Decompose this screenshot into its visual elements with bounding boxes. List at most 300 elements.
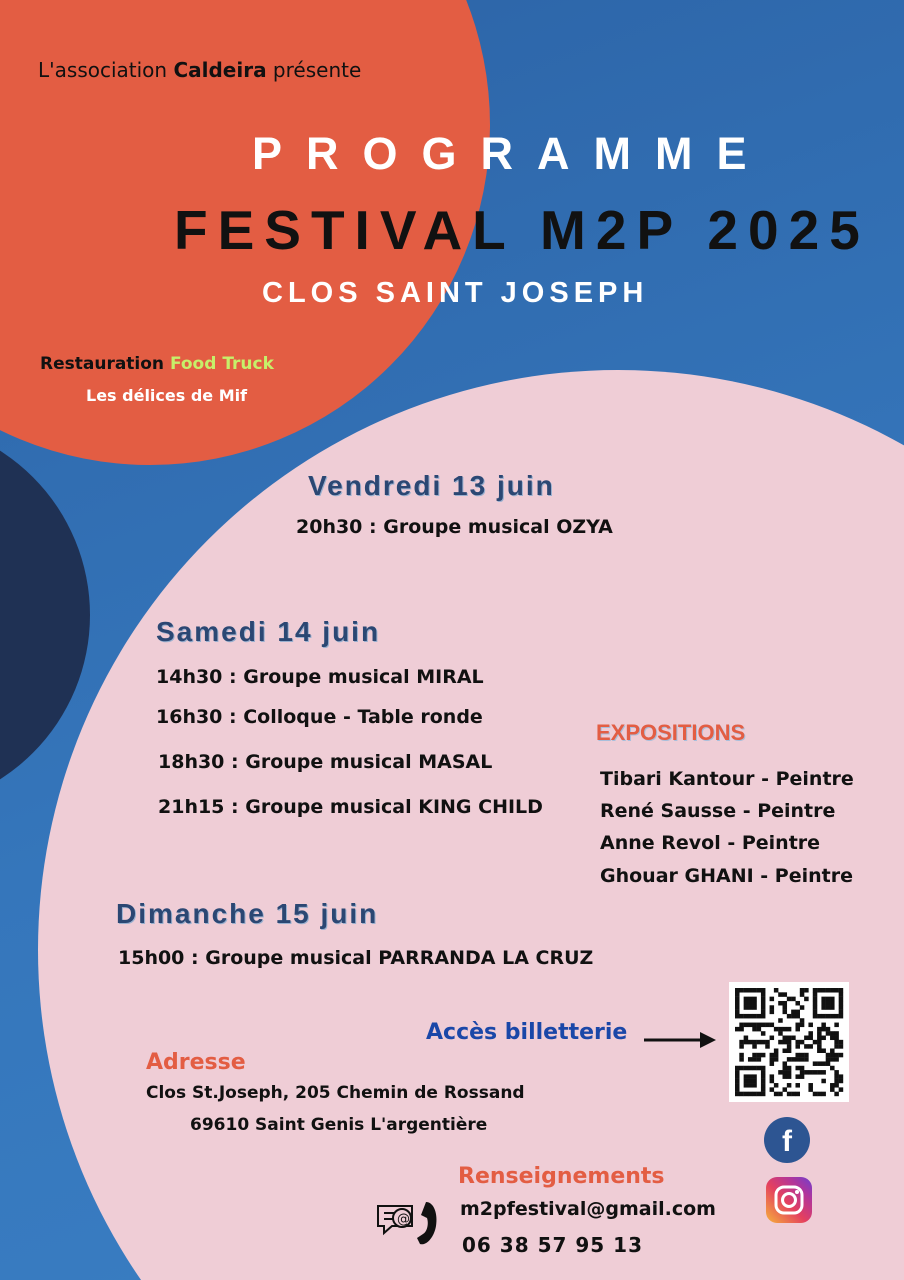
qr-module: [752, 1057, 757, 1062]
qr-module: [830, 1083, 835, 1088]
qr-module: [817, 1014, 822, 1019]
qr-module: [795, 1092, 800, 1097]
qr-module: [787, 1040, 792, 1045]
qr-module: [821, 1005, 826, 1010]
qr-module: [739, 1092, 744, 1097]
qr-module: [739, 1044, 744, 1049]
qr-module: [834, 1083, 839, 1088]
qr-module: [839, 988, 844, 993]
qr-module: [739, 988, 744, 993]
qr-module: [813, 992, 818, 997]
qr-module: [787, 1048, 792, 1053]
qr-module: [813, 1070, 818, 1075]
qr-module: [830, 1057, 835, 1062]
programme-heading: PROGRAMME: [252, 128, 771, 179]
qr-module: [821, 1070, 826, 1075]
qr-module: [783, 1010, 788, 1015]
qr-module: [821, 1079, 826, 1084]
qr-module: [774, 988, 779, 993]
qr-module: [761, 1005, 766, 1010]
qr-module: [778, 1070, 783, 1075]
qr-module: [761, 1001, 766, 1006]
qr-module: [826, 1061, 831, 1066]
qr-module: [744, 1066, 749, 1071]
qr-module: [795, 1044, 800, 1049]
qr-module: [804, 988, 809, 993]
qr-module: [770, 1010, 775, 1015]
qr-module: [830, 988, 835, 993]
qr-module: [817, 1040, 822, 1045]
qr-module: [739, 1040, 744, 1045]
qr-module: [748, 1057, 753, 1062]
qr-module: [839, 1001, 844, 1006]
qr-module: [783, 1001, 788, 1006]
qr-module: [826, 997, 831, 1002]
qr-module: [787, 1092, 792, 1097]
qr-module: [783, 1036, 788, 1041]
contact-title: Renseignements: [458, 1164, 665, 1189]
qr-module: [817, 1036, 822, 1041]
qr-module: [735, 1010, 740, 1015]
day-title-sunday: Dimanche 15 juin: [116, 898, 379, 929]
qr-module: [795, 1066, 800, 1071]
qr-module: [783, 992, 788, 997]
qr-module: [752, 1083, 757, 1088]
qr-module: [800, 1040, 805, 1045]
qr-module: [804, 1070, 809, 1075]
qr-module: [735, 1005, 740, 1010]
qr-module: [739, 1057, 744, 1062]
qr-module: [817, 1070, 822, 1075]
qr-module: [735, 1066, 740, 1071]
qr-module: [808, 1044, 813, 1049]
qr-module: [791, 1014, 796, 1019]
qr-module: [735, 1087, 740, 1092]
qr-module: [795, 1074, 800, 1079]
qr-module: [735, 992, 740, 997]
food-truck-text: Food Truck: [169, 354, 274, 374]
exposition-item: Tibari Kantour - Peintre: [600, 768, 854, 790]
qr-module: [761, 1066, 766, 1071]
qr-module: [834, 1031, 839, 1036]
qr-module: [826, 1005, 831, 1010]
qr-module: [770, 1074, 775, 1079]
qr-module: [821, 1027, 826, 1032]
qr-module: [744, 1074, 749, 1079]
qr-module: [748, 1014, 753, 1019]
qr-module: [830, 1005, 835, 1010]
qr-module: [787, 1066, 792, 1071]
qr-module: [757, 988, 762, 993]
qr-module: [748, 1005, 753, 1010]
qr-module: [752, 1027, 757, 1032]
qr-module: [757, 1014, 762, 1019]
qr-module: [748, 1066, 753, 1071]
qr-module: [744, 1005, 749, 1010]
qr-module: [830, 1066, 835, 1071]
qr-module: [748, 997, 753, 1002]
instagram-glyph: [766, 1177, 812, 1223]
qr-module: [761, 1074, 766, 1079]
qr-module: [800, 1074, 805, 1079]
qr-module: [735, 1070, 740, 1075]
exposition-item: Ghouar GHANI - Peintre: [600, 865, 853, 887]
qr-module: [830, 1053, 835, 1058]
qr-module: [817, 1048, 822, 1053]
qr-module: [830, 1048, 835, 1053]
qr-module: [757, 1092, 762, 1097]
qr-module: [774, 1092, 779, 1097]
qr-module: [744, 1023, 749, 1028]
qr-module: [787, 1057, 792, 1062]
exposition-item: Anne Revol - Peintre: [600, 832, 821, 854]
qr-module: [826, 1027, 831, 1032]
ticketing-qr-code[interactable]: [729, 982, 849, 1102]
qr-module: [795, 1027, 800, 1032]
contact-phone-icon: [374, 1196, 444, 1250]
exposition-item: René Sausse - Peintre: [600, 800, 836, 822]
qr-module: [821, 1061, 826, 1066]
qr-module: [735, 988, 740, 993]
qr-module: [787, 1036, 792, 1041]
qr-module: [757, 1027, 762, 1032]
qr-module: [813, 1005, 818, 1010]
qr-module: [752, 1074, 757, 1079]
qr-module: [761, 992, 766, 997]
qr-module: [804, 1036, 809, 1041]
qr-module: [744, 1083, 749, 1088]
qr-module: [808, 1031, 813, 1036]
qr-module: [765, 1040, 770, 1045]
qr-module: [787, 1083, 792, 1088]
qr-module: [783, 1040, 788, 1045]
qr-module: [748, 1001, 753, 1006]
qr-module: [783, 1005, 788, 1010]
qr-module: [761, 1014, 766, 1019]
food-vendor-name: Les délices de Mif: [86, 386, 248, 405]
ticketing-link[interactable]: Accès billetterie: [426, 1020, 628, 1045]
qr-module: [761, 1092, 766, 1097]
qr-module: [834, 1044, 839, 1049]
qr-module: [787, 1014, 792, 1019]
qr-module: [761, 1083, 766, 1088]
qr-module: [761, 988, 766, 993]
qr-module: [774, 1083, 779, 1088]
qr-module: [783, 1061, 788, 1066]
qr-module: [795, 1083, 800, 1088]
event-item: 21h15 : Groupe musical KING CHILD: [158, 796, 543, 818]
instagram-icon[interactable]: [766, 1177, 812, 1223]
qr-module: [821, 1048, 826, 1053]
svg-text:@: @: [397, 1212, 410, 1227]
qr-module: [778, 1092, 783, 1097]
qr-module: [783, 1087, 788, 1092]
qr-module: [817, 1092, 822, 1097]
intro-organization: Caldeira: [173, 58, 267, 82]
qr-module: [795, 1053, 800, 1058]
event-item: 15h00 : Groupe musical PARRANDA LA CRUZ: [118, 947, 594, 969]
qr-module: [834, 988, 839, 993]
qr-module: [752, 997, 757, 1002]
qr-module: [800, 1018, 805, 1023]
qr-module: [778, 1031, 783, 1036]
qr-module: [839, 1074, 844, 1079]
qr-module: [735, 1083, 740, 1088]
qr-module: [817, 1061, 822, 1066]
qr-module: [748, 1040, 753, 1045]
qr-module: [744, 1001, 749, 1006]
qr-module: [821, 1023, 826, 1028]
qr-module: [761, 1087, 766, 1092]
qr-module: [813, 1001, 818, 1006]
qr-module: [800, 1057, 805, 1062]
qr-module: [748, 1092, 753, 1097]
qr-module: [795, 1023, 800, 1028]
event-item: 18h30 : Groupe musical MASAL: [158, 751, 493, 773]
qr-module: [752, 1001, 757, 1006]
qr-module: [735, 997, 740, 1002]
qr-module: [748, 1023, 753, 1028]
qr-module: [791, 1036, 796, 1041]
qr-module: [813, 1061, 818, 1066]
day-title-friday: Vendredi 13 juin: [308, 470, 555, 501]
qr-module: [839, 1005, 844, 1010]
qr-module: [826, 1057, 831, 1062]
qr-module: [774, 1057, 779, 1062]
qr-module: [735, 1074, 740, 1079]
intro-suffix: présente: [266, 58, 362, 82]
qr-module: [765, 1023, 770, 1028]
qr-module: [826, 1014, 831, 1019]
qr-module: [739, 1014, 744, 1019]
qr-module: [739, 1027, 744, 1032]
qr-module: [800, 1070, 805, 1075]
qr-module: [748, 988, 753, 993]
qr-module: [739, 1053, 744, 1058]
qr-module: [770, 1079, 775, 1084]
qr-module: [752, 1079, 757, 1084]
qr-module: [821, 988, 826, 993]
event-item: 20h30 : Groupe musical OZYA: [296, 516, 613, 538]
food-label: [40, 354, 274, 374]
qr-module: [826, 1053, 831, 1058]
qr-module: [748, 1079, 753, 1084]
qr-module: [778, 1027, 783, 1032]
qr-module: [834, 1079, 839, 1084]
qr-module: [744, 1079, 749, 1084]
qr-module: [739, 1066, 744, 1071]
qr-module: [735, 1027, 740, 1032]
qr-module: [783, 1070, 788, 1075]
qr-module: [834, 1053, 839, 1058]
qr-module: [744, 1014, 749, 1019]
qr-module: [839, 1087, 844, 1092]
qr-module: [839, 1053, 844, 1058]
qr-module: [770, 1087, 775, 1092]
qr-module: [804, 1053, 809, 1058]
qr-module: [783, 1048, 788, 1053]
qr-module: [830, 1014, 835, 1019]
venue-title: CLOS SAINT JOSEPH: [262, 277, 649, 309]
qr-module: [813, 1014, 818, 1019]
qr-module: [770, 1036, 775, 1041]
festival-title: FESTIVAL M2P 2025: [174, 199, 870, 261]
qr-module: [834, 1023, 839, 1028]
address-title: Adresse: [146, 1050, 246, 1075]
food-label-text: Restauration: [40, 354, 170, 374]
qr-module: [830, 1001, 835, 1006]
qr-module: [757, 1066, 762, 1071]
qr-module: [817, 1031, 822, 1036]
qr-module: [778, 1018, 783, 1023]
qr-module: [748, 1083, 753, 1088]
qr-module: [761, 1079, 766, 1084]
qr-module: [774, 1053, 779, 1058]
qr-code-pattern: [729, 982, 849, 1102]
intro-prefix: L'association: [38, 58, 174, 82]
qr-module: [800, 1066, 805, 1071]
qr-module: [770, 1057, 775, 1062]
event-item: 14h30 : Groupe musical MIRAL: [156, 666, 484, 688]
facebook-icon[interactable]: f: [764, 1117, 810, 1163]
qr-module: [752, 1023, 757, 1028]
qr-module: [800, 1053, 805, 1058]
qr-module: [791, 1057, 796, 1062]
intro-line: [38, 58, 361, 82]
contact-email[interactable]: m2pfestival@gmail.com: [460, 1198, 716, 1220]
qr-module: [830, 1031, 835, 1036]
qr-module: [834, 1074, 839, 1079]
qr-module: [808, 1070, 813, 1075]
qr-module: [808, 1036, 813, 1041]
qr-module: [783, 1074, 788, 1079]
qr-module: [761, 1023, 766, 1028]
qr-module: [804, 1044, 809, 1049]
qr-module: [830, 997, 835, 1002]
qr-module: [804, 997, 809, 1002]
qr-module: [817, 1044, 822, 1049]
qr-module: [821, 1036, 826, 1041]
qr-module: [821, 1001, 826, 1006]
qr-module: [791, 997, 796, 1002]
contact-phone[interactable]: 06 38 57 95 13: [462, 1233, 644, 1257]
qr-module: [808, 1087, 813, 1092]
qr-module: [834, 1057, 839, 1062]
qr-module: [761, 1070, 766, 1075]
qr-module: [752, 1053, 757, 1058]
qr-module: [744, 988, 749, 993]
qr-module: [744, 1092, 749, 1097]
qr-module: [783, 1066, 788, 1071]
qr-module: [830, 1036, 835, 1041]
qr-module: [787, 1044, 792, 1049]
qr-module: [839, 1044, 844, 1049]
qr-module: [752, 1014, 757, 1019]
qr-module: [813, 1010, 818, 1015]
qr-module: [735, 1014, 740, 1019]
qr-module: [826, 988, 831, 993]
qr-module: [813, 1040, 818, 1045]
event-item: 16h30 : Colloque - Table ronde: [156, 706, 483, 728]
qr-module: [778, 1001, 783, 1006]
qr-module: [774, 1027, 779, 1032]
qr-module: [770, 1005, 775, 1010]
qr-module: [770, 1053, 775, 1058]
qr-module: [735, 1001, 740, 1006]
qr-module: [757, 1023, 762, 1028]
qr-module: [839, 992, 844, 997]
qr-module: [770, 997, 775, 1002]
qr-module: [817, 988, 822, 993]
qr-module: [804, 1057, 809, 1062]
qr-module: [800, 1023, 805, 1028]
qr-module: [839, 1040, 844, 1045]
qr-module: [839, 1014, 844, 1019]
qr-module: [739, 1023, 744, 1028]
qr-module: [800, 988, 805, 993]
qr-module: [834, 1036, 839, 1041]
qr-module: [761, 1010, 766, 1015]
qr-module: [830, 1087, 835, 1092]
qr-module: [839, 1079, 844, 1084]
qr-module: [735, 1079, 740, 1084]
qr-module: [834, 1040, 839, 1045]
qr-module: [744, 1040, 749, 1045]
qr-module: [813, 988, 818, 993]
qr-module: [826, 1031, 831, 1036]
qr-module: [748, 1074, 753, 1079]
qr-module: [839, 997, 844, 1002]
qr-module: [795, 1010, 800, 1015]
qr-module: [757, 1053, 762, 1058]
qr-module: [808, 1083, 813, 1088]
qr-module: [795, 1040, 800, 1045]
qr-module: [787, 1027, 792, 1032]
qr-module: [834, 1014, 839, 1019]
qr-module: [783, 1027, 788, 1032]
qr-module: [839, 1010, 844, 1015]
qr-module: [800, 1005, 805, 1010]
qr-module: [757, 1057, 762, 1062]
qr-module: [826, 1001, 831, 1006]
qr-module: [778, 992, 783, 997]
qr-module: [752, 1040, 757, 1045]
address-line-1: Clos St.Joseph, 205 Chemin de Rossand: [146, 1083, 525, 1103]
qr-module: [834, 1070, 839, 1075]
qr-module: [735, 1092, 740, 1097]
qr-module: [813, 1092, 818, 1097]
qr-module: [744, 1036, 749, 1041]
address-line-2: 69610 Saint Genis L'argentière: [190, 1115, 488, 1135]
qr-module: [761, 997, 766, 1002]
day-title-saturday: Samedi 14 juin: [156, 616, 381, 647]
qr-module: [813, 997, 818, 1002]
qr-module: [791, 1092, 796, 1097]
qr-module: [761, 1031, 766, 1036]
arrow-right-icon: [644, 1030, 716, 1050]
qr-module: [834, 1092, 839, 1097]
qr-module: [778, 1040, 783, 1045]
qr-module: [787, 1074, 792, 1079]
qr-module: [791, 1010, 796, 1015]
qr-module: [795, 1014, 800, 1019]
qr-module: [821, 1014, 826, 1019]
qr-module: [800, 992, 805, 997]
qr-module: [761, 1053, 766, 1058]
expositions-title: EXPOSITIONS: [596, 720, 746, 745]
qr-module: [752, 1092, 757, 1097]
qr-module: [757, 1040, 762, 1045]
